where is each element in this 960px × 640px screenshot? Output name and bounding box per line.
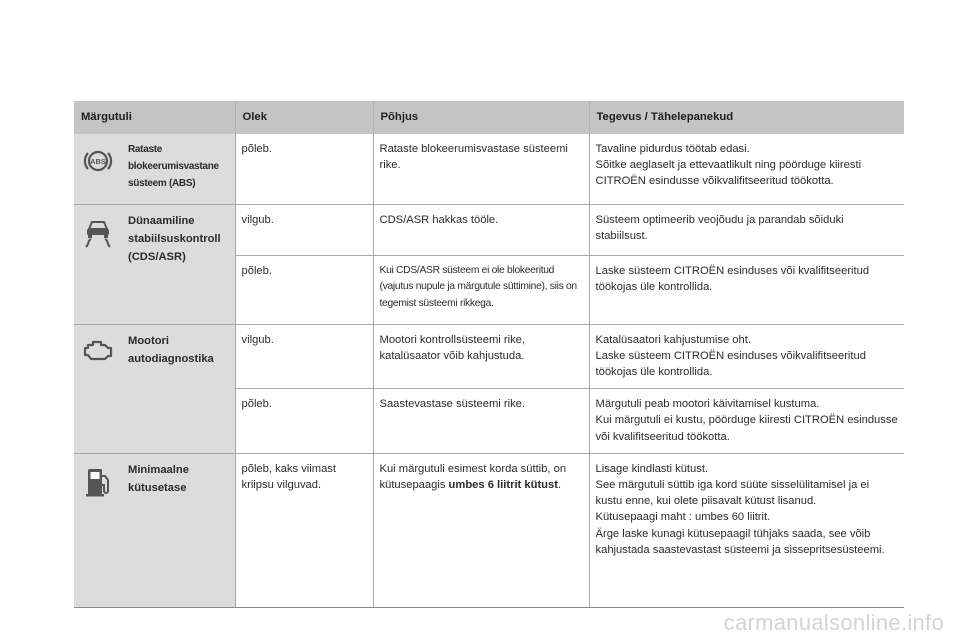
- abs-cause: Rataste blokeerumisvastase süsteemi rike.: [373, 134, 589, 204]
- engine-action-line: Laske süsteem CITROËN esinduses võikvalifitseeritud töökojas üle kontrollida.: [595, 349, 866, 378]
- abs-warning-icon: [83, 146, 113, 176]
- fuel-action-line: Ärge laske kunagi kütusepaagil tühjaks saada, see võib kahjustada saastevastast süsteemi ja sissepritsesüsteemi.: [595, 527, 885, 556]
- dsc-action-line: Süsteem optimeerib veojõudu ja parandab sõiduki stabiilsust.: [595, 213, 844, 242]
- fuel-action: [589, 453, 904, 607]
- fuel-action-line: See märgutuli süttib iga kord süüte sisselülitamisel ja ei kustu enne, kui olete piisavalt kütust lisanud.: [595, 478, 870, 508]
- fuel-action-line: Kütusepaagi maht : umbes 60 liitrit.: [595, 511, 771, 524]
- engine-cause-1: Mootori kontrollsüsteemi rike, katalüsaator võib kahjustuda.: [373, 324, 589, 389]
- engine-action-1: [589, 324, 904, 389]
- dsc-state-1: vilgub.: [235, 204, 373, 255]
- warning-lights-table: [74, 101, 904, 608]
- engine-action-line: Kui märgutuli ei kustu, pöörduge kiiresti CITROËN esindusse või kvalifitseeritud töökotta.: [595, 414, 898, 443]
- dsc-cause-1: CDS/ASR hakkas tööle.: [373, 204, 589, 255]
- engine-action-line: Katalüsaatori kahjustumise oht.: [595, 333, 751, 346]
- engine-state-1: vilgub.: [235, 324, 373, 389]
- fuel-cause-end: .: [557, 478, 562, 491]
- dsc-state-2: põleb.: [235, 255, 373, 324]
- table-row: [74, 453, 904, 607]
- header-action: Tegevus / Tähelepanekud: [589, 101, 904, 134]
- engine-check-icon: [82, 337, 114, 363]
- fuel-cause-text: Kui märgutuli esimest korda süttib, on kütusepaagis: [379, 462, 567, 491]
- abs-label: Rataste blokeerumisvastane süsteem (ABS): [122, 134, 235, 204]
- table-row: [74, 134, 904, 204]
- dsc-action-2: [589, 255, 904, 324]
- engine-action-line: Märgutuli peab mootori käivitamisel kustuma.: [595, 398, 820, 411]
- table-row: [74, 204, 904, 255]
- engine-state-2: põleb.: [235, 389, 373, 454]
- abs-action: [589, 134, 904, 204]
- fuel-cause: [373, 453, 589, 607]
- engine-cause-2: Saastevastase süsteemi rike.: [373, 389, 589, 454]
- engine-action-2: [589, 389, 904, 454]
- fuel-action-line: Lisage kindlasti kütust.: [595, 462, 709, 475]
- fuel-label: Minimaalne kütusetase: [122, 453, 235, 607]
- dsc-action-1: [589, 204, 904, 255]
- abs-action-line: Tavaline pidurdus töötab edasi.: [595, 143, 750, 155]
- dsc-icon-cell: [74, 204, 122, 324]
- header-indicator: Märgutuli: [74, 101, 235, 134]
- engine-label: Mootori autodiagnostika: [122, 324, 235, 453]
- abs-state: põleb.: [235, 134, 373, 204]
- header-state: Olek: [235, 101, 373, 134]
- dsc-action-line: Laske süsteem CITROËN esinduses või kvalifitseeritud töökojas üle kontrollida.: [595, 264, 870, 293]
- fuel-state: põleb, kaks viimast kriipsu vilguvad.: [235, 453, 373, 607]
- header-cause: Põhjus: [373, 101, 589, 134]
- fuel-icon-cell: [74, 453, 122, 607]
- watermark: carmanualsonline.info: [723, 610, 944, 635]
- dsc-cause-2: Kui CDS/ASR süsteem ei ole blokeeritud (vajutus nupule ja märgutule süttimine), siis on tegemist süsteemi rikkega.: [373, 255, 589, 324]
- skidding-car-icon: [83, 217, 113, 249]
- svg-text:ABS: ABS: [90, 157, 106, 166]
- fuel-cause-bold: umbes 6 liitrit kütust: [448, 478, 558, 491]
- table-row: [74, 324, 904, 389]
- abs-action-line: Sõitke aeglaselt ja ettevaatlikult ning pöörduge kiiresti CITROËN esindusse võikvalifitseeritud töökotta.: [595, 159, 862, 188]
- engine-icon-cell: [74, 324, 122, 453]
- table-header-row: [74, 101, 904, 134]
- dsc-label: Dünaamiline stabiilsuskontroll (CDS/ASR): [122, 204, 235, 324]
- fuel-pump-icon: [84, 466, 112, 498]
- abs-icon-cell: [74, 134, 122, 204]
